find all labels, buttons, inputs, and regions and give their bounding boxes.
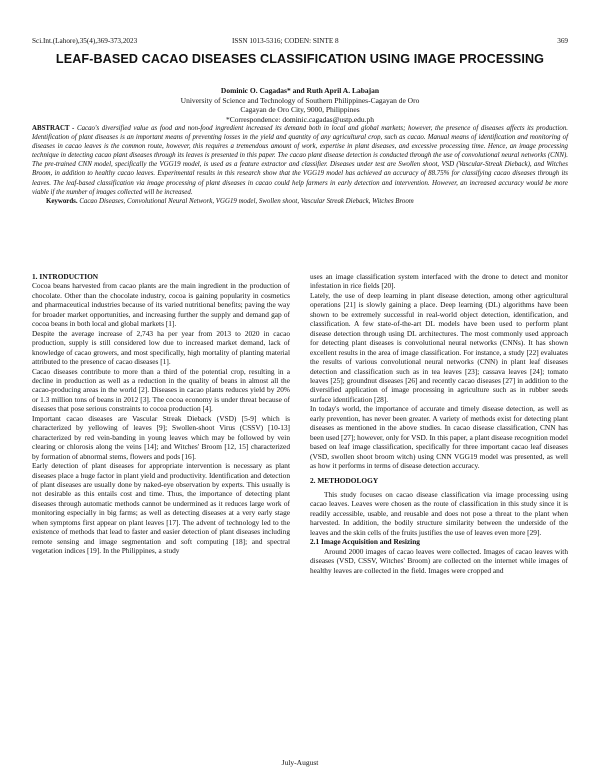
left-column [32,272,290,556]
paragraph: This study focuses on cacao disease classification via image processing using cacao leaves. Leaves were chosen as the route of classification in this study since it is readily accessible, usable, and reusable and does not pose a threat to the plant when harvested. In addition, the bodily structure similarity between the underside of the leaves and the skin cells of the fruits justifies the use of leaves even more [29]. [310,489,568,537]
paragraph: uses an image classification system interfaced with the drone to detect and monitor infestation in rice fields [20]. [310,272,568,291]
right-column [310,272,568,575]
issn-line: ISSN 1013-5316; CODEN: SINTE 8 [232,37,339,45]
paragraph: Despite the average increase of 2,743 ha per year from 2013 to 2020 in cacao production, supply is still considered low due to increased market demand, lack of knowledge of cacao growers, and most specifically, high mortality of planting material attributed to the presence of cacao diseases [1]. [32,328,290,367]
paragraph: Early detection of plant diseases for appropriate intervention is necessary as plant diseases place a huge factor in plant yield and productivity. Identification and detection of plant diseases are usually done by naked-eye observation by experts. This usually is not desirable as this entails cost and time. Thus, the importance of detecting plant diseases through automatic methods cannot be undermined as it reduces large work of monitoring especially in big farms; as well as detecting diseases at a very early stage when symptoms first appear on plant leaves [17]. The advent of technology led to the existence of methods that lead to faster and easier detection of plant diseases including remote sensing and image segmentation and soft computing [18]; and spectral vegetation indices [19]. In the Philippines, a study [32,461,290,556]
author-block [40,86,560,124]
section-heading-methodology: 2. METHODOLOGY [310,475,379,485]
paragraph: Cacao diseases contribute to more than a third of the potential crop, resulting in a decline in production as well as a reduction in the quality of beans in almost all the cacao-producing areas in the world [2]. Diseases in cacao plants reduces yield by 20% or 1.3 million tons of beans in 2012 [3]. The cocoa economy is under threat because of diseases that pose serious constraints to cocoa production [4]. [32,366,290,414]
paragraph: Cocoa beans harvested from cacao plants are the main ingredient in the production of chocolate. Other than the chocolate industry, cocoa is gaining popularity in cosmetics and pharmaceutical industries because of its varied nutritional benefits; paving the way for broader market opportunities, and increasing further the supply and demand gap of cocoa beans in both local and global markets [1]. [32,281,290,329]
paper-title: LEAF-BASED CACAO DISEASES CLASSIFICATION USING IMAGE PROCESSING [55,52,545,66]
paragraph: Lately, the use of deep learning in plant disease detection, among other agricultural operations [21] is slowly gaining a place. Deep learning (DL) algorithms have been shown to be extremely successful in real-world object detection, identification, and classification. A few state-of-the-art DL models have been used to perform plant disease detection through using DL architectures. The most commonly used approach for detecting plant diseases is convolutional neural networks (CNNs). It has shown excellent results in the area of image classification. For instance, a study [22] evaluates the results of various convolutional neural networks (CNN) in plant leaf diseases detection and classification such as in tea leaves [23]; cassava leaves [24]; tomato leaves [25]; groundnut diseases [26] and recently cacao diseases [27] in addition to the diversified application of image processing in agriculture such as in rubber seeds surface identification [28]. [310,290,568,404]
footer-issue-months: July-August [281,758,319,767]
authors: Dominic O. Cagadas* and Ruth April A. Labajan [220,86,380,95]
subsection-heading-image-acquisition: 2.1 Image Acquisition and Resizing [310,537,420,547]
paragraph: Around 2000 images of cacao leaves were collected. Images of cacao leaves with diseases (VSD, CSSV, Witches' Broom) are collected on the internet while images of healthy leaves are collected in the field. Images were cropped and [310,546,568,575]
keywords-label: Keywords. [46,197,78,205]
journal-citation: Sci.Int.(Lahore),35(4),369-373,2023 [32,37,138,45]
abstract-text: Cacao's diversified value as food and non-food ingredient increased its demand both in local and global markets; however, the presence of diseases affects its production. Identification of plant diseases is an important means of preventing losses in the yield and quantity of any agricultural crop, such as cacao. Manual means of identification and monitoring of diseases in cacao leaves is the common route, however, this requires a tremendous amount of work, expertise in plant diseases, and excessive processing time. Hence, an image processing technique in detecting cacao plant diseases through its leaves is presented in this paper. The cacao plant disease detection is conducted through the use of convolutional neural networks (CNN). The pre-trained CNN model, specifically the VGG19 model, is used as a feature extractor and classifier. Diseases under test are Swollen shoot, VSD (Vascular-Streak Dieback), and Witches Broom, in addition to healthy cacao leaves. Experimental results in this research show that the VGG19 model has achieved an accuracy of 88.75% for classifying cacao diseases through its leaves. The leaf-based classification via image processing of plant diseases in cacao could help farmers in early detection and intervention. However, an increased accuracy would be more viable if the number of images collected will be increased. [32,125,568,196]
paragraph: Important cacao diseases are Vascular Streak Dieback (VSD) [5-9] which is characterized by yellowing of leaves [9]; Swollen-shoot Virus (CSSV) [10-13] characterized by red vein-banding in young leaves which may be followed by vein clearing or chlorosis along the veins [14]; and Witches' Broom [12, 15] characterized by formation of abnormal stems, flowers and pods [16]. [32,413,290,461]
correspondence: *Correspondence: dominic.cagadas@ustp.edu.ph [225,114,375,124]
affiliation-university: University of Science and Technology of Southern Philippines-Cagayan de Oro [180,95,420,105]
keywords: Cacao Diseases, Convolutional Neural Network, VGG19 model, Swollen shoot, Vascular Streak Dieback, Witches Broom [79,197,414,205]
abstract-label: ABSTRACT - [32,125,75,132]
abstract [32,124,568,206]
page-number: 369 [557,37,568,45]
paragraph: In today's world, the importance of accurate and timely disease detection, as well as early prevention, has never been greater. A variety of methods exist for detecting plant diseases as mentioned in the above studies. In cacao disease classification, CNN has been used [27]; however, only for VSD. In this paper, a plant disease recognition model based on leaf image classification, specifically for three important cacao leaf diseases (VSD, swollen shoot broom witch) using CNN VGG19 model was presented, as well as how it performs in terms of disease detection accuracy. [310,404,568,471]
section-heading-introduction: 1. INTRODUCTION [32,272,99,281]
affiliation-city: Cagayan de Oro City, 9000, Philippines [240,105,360,115]
